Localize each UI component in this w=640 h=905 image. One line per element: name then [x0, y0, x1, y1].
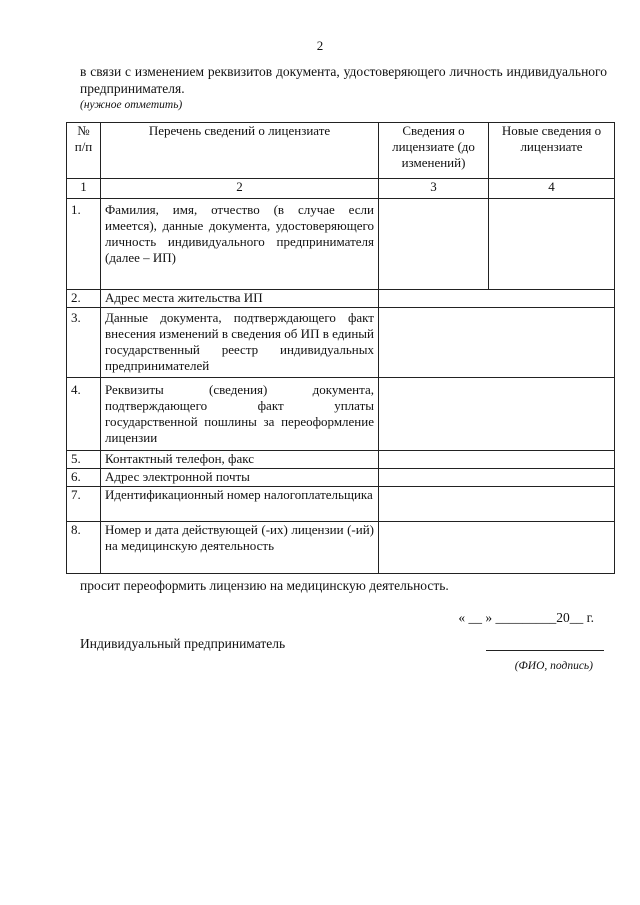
column-number: 2: [101, 179, 379, 199]
table-column-number-row: [67, 179, 615, 199]
value-cell[interactable]: [379, 308, 615, 378]
row-description: Фамилия, имя, отчество (в случае если имеется), данные документа, удостоверяющего личность индивидуального предпринимателя (далее – ИП): [101, 199, 379, 290]
row-description: Номер и дата действующей (-их) лицензии (-ий) на медицинскую деятельность: [101, 522, 379, 574]
licensee-info-table: [66, 122, 615, 574]
row-description: Данные документа, подтверждающего факт внесения изменений в сведения об ИП в единый государственный реестр индивидуальных предпринимателей: [101, 308, 379, 378]
value-cell[interactable]: [379, 469, 615, 487]
column-number: 4: [489, 179, 615, 199]
row-description: Адрес электронной почты: [101, 469, 379, 487]
header-old: Сведения о лицензиате (до изменений): [379, 123, 489, 179]
table-row: [67, 290, 615, 308]
row-number: 1.: [67, 199, 101, 290]
column-number: 1: [67, 179, 101, 199]
row-number: 5.: [67, 451, 101, 469]
row-number: 7.: [67, 487, 101, 522]
row-number: 4.: [67, 378, 101, 451]
intro-note: (нужное отметить): [80, 99, 183, 111]
page-number: 2: [316, 38, 324, 53]
new-value-cell[interactable]: [489, 199, 615, 290]
row-description: Адрес места жительства ИП: [101, 290, 379, 308]
row-number: 3.: [67, 308, 101, 378]
value-cell[interactable]: [379, 290, 615, 308]
table-row: [67, 451, 615, 469]
value-cell[interactable]: [379, 451, 615, 469]
table-row: [67, 522, 615, 574]
closing-request: просит переоформить лицензию на медицинскую деятельность.: [80, 578, 449, 593]
row-number: 6.: [67, 469, 101, 487]
table-row: [67, 487, 615, 522]
row-description: Реквизиты (сведения) документа, подтверждающего факт уплаты государственной пошлины за переоформление лицензии: [101, 378, 379, 451]
header-num: № п/п: [67, 123, 101, 179]
header-list: Перечень сведений о лицензиате: [101, 123, 379, 179]
table-header-row: [67, 123, 615, 179]
column-number: 3: [379, 179, 489, 199]
row-description: Контактный телефон, факс: [101, 451, 379, 469]
table-row: [67, 308, 615, 378]
table-row: [67, 469, 615, 487]
table-row: [67, 199, 615, 290]
intro-paragraph: в связи с изменением реквизитов документа, удостоверяющего личность индивидуального предпринимателя.: [80, 64, 607, 96]
table-row: [67, 378, 615, 451]
signer-label: Индивидуальный предприниматель: [80, 636, 286, 651]
date-field[interactable]: « __ » _________20__ г.: [458, 610, 594, 625]
row-number: 2.: [67, 290, 101, 308]
old-value-cell[interactable]: [379, 199, 489, 290]
row-number: 8.: [67, 522, 101, 574]
signature-line[interactable]: [486, 650, 604, 651]
value-cell[interactable]: [379, 487, 615, 522]
header-new: Новые сведения о лицензиате: [489, 123, 615, 179]
value-cell[interactable]: [379, 522, 615, 574]
value-cell[interactable]: [379, 378, 615, 451]
signature-caption: (ФИО, подпись): [514, 660, 593, 672]
row-description: Идентификационный номер налогоплательщика: [101, 487, 379, 522]
